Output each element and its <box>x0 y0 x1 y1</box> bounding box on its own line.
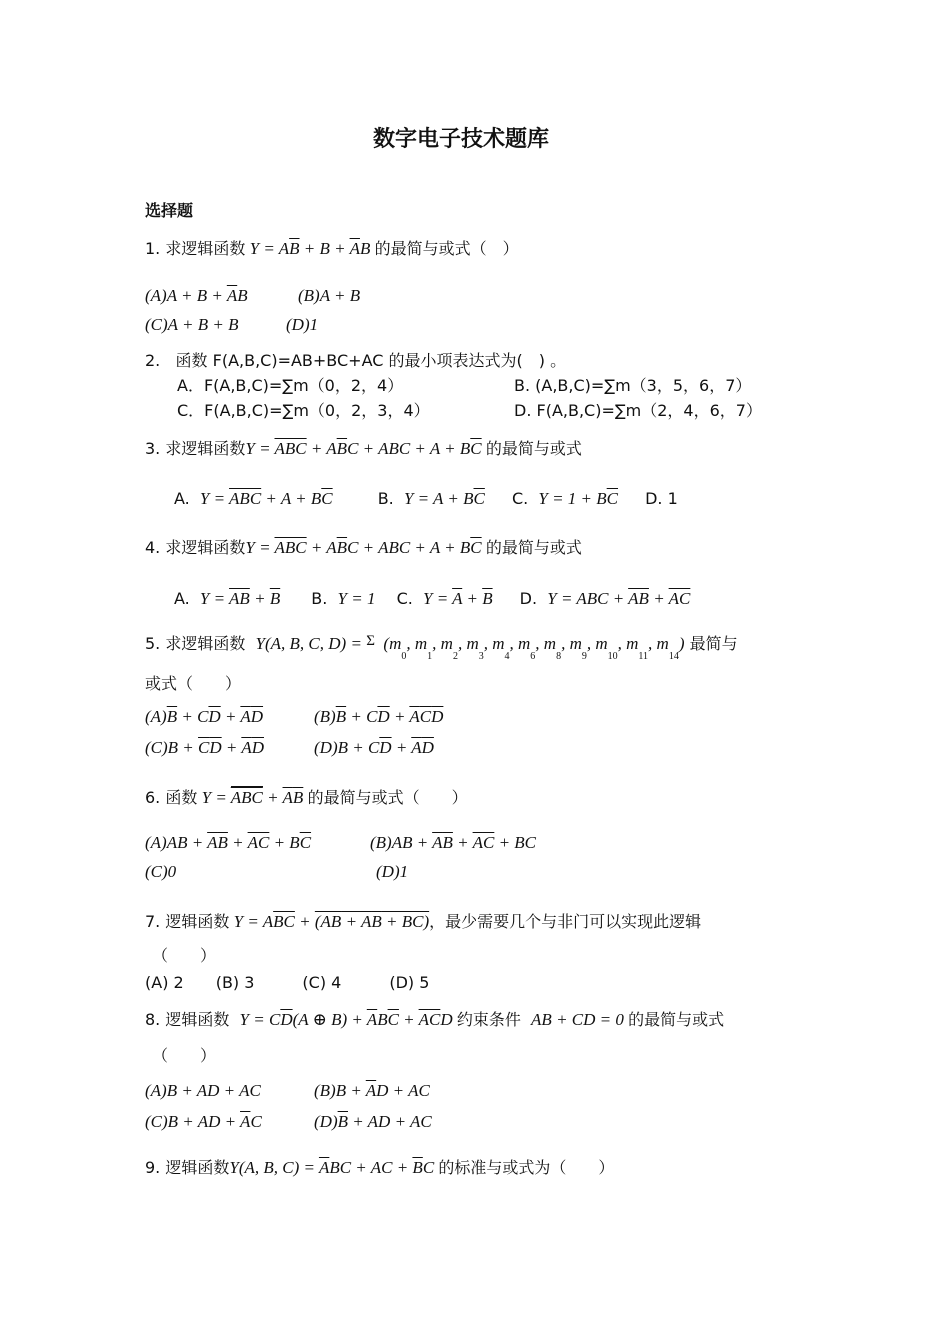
section-heading: 选择题 <box>145 201 194 220</box>
question-text: 的最简与或式 <box>485 439 582 458</box>
question-text: 的最简与或式（ ） <box>307 788 468 807</box>
q6-option-c: (C)0 <box>145 862 177 881</box>
question-number: 3. <box>145 439 161 458</box>
q8-option-d: $(D)\overline{B}$ + AD + AC <box>314 1112 432 1131</box>
question-text: 函数 <box>165 788 198 807</box>
q5-option-a: $(A)\overline{B} + C\overline{D} + \overline{A}\overline{D}$ <box>145 707 264 726</box>
q6-option-a: $(A)AB + \overline{A}\overline{B} + \overline{A}\overline{C} + B\overline{C}$ <box>145 833 312 852</box>
question-text: 求逻辑函数 <box>165 239 246 258</box>
q6-option-d: (D)1 <box>376 862 409 881</box>
question-7 <box>145 912 701 932</box>
question-text: 的最简与或式 <box>628 1010 725 1029</box>
equation: $Y = A\overline{B} + B + \overline{A}B$ <box>245 239 375 258</box>
q8-line-2: （ ） <box>152 1046 217 1065</box>
q3-options: A. $Y = \overline{ABC} + A + B\overline{C}$ B. $Y = A + B\overline{C}$ C. $Y = 1 + B\overline{C}$ D. 1 <box>174 489 678 508</box>
question-text: ，最少需要几个与非门可以实现此逻辑 <box>429 912 702 931</box>
question-4 <box>145 538 582 558</box>
q2-option-d: D. F(A,B,C)=∑m（2，4，6，7） <box>514 401 762 420</box>
equation: $Y = A\overline{BC} + (AB$ + AB + BC) <box>229 912 430 931</box>
question-text: 逻辑函数 <box>165 1158 230 1177</box>
question-number: 8. <box>145 1010 161 1029</box>
option-label: C. <box>511 489 529 508</box>
equation: $Y = \overline{ABC} + A\overline{B}C$ + ABC + $A + B\overline{C}$ <box>245 439 482 458</box>
question-number: 1. <box>145 239 161 258</box>
question-text: 的最简与或式（ ） <box>374 239 519 258</box>
q8-option-c: (C)B + AD + $\overline{A}C$ <box>145 1112 262 1131</box>
equation: Y(A, B, C, D) = Σ ($m_0$, $m_1$, $m_2$, $m_3$, $m_4$, $m_6$, $m_8$, $m_9$, $m_{10}$, $m_{11}$, $m_{14}$) <box>255 633 685 662</box>
q2-option-b: B. (A,B,C)=∑m（3，5，6，7） <box>514 376 752 395</box>
q4-options: A. $Y = \overline{AB} + \overline{B}$ B. Y = 1 C. $Y = \overline{A} + \overline{B}$ D. Y = ABC + $\overline{AB} + \overline{AC}$ <box>174 589 691 608</box>
q8-option-a: (A)B + AD + AC <box>145 1081 261 1100</box>
q2-option-c: C．F(A,B,C)=∑m（0，2，3，4） <box>177 401 430 420</box>
equation: $Y = C\overline{D}(A$ ⊕ $B) + \overline{A}B\overline{C} + \overline{A}\overline{C}D$ <box>239 1010 457 1029</box>
question-text: 约束条件 <box>456 1010 521 1029</box>
question-text: 逻辑函数 <box>165 1010 230 1029</box>
question-5 <box>145 633 738 662</box>
option-label: C. <box>396 589 413 608</box>
option-label: B. <box>377 489 394 508</box>
option-label: A. <box>174 489 190 508</box>
question-text: 最简与 <box>689 634 738 653</box>
question-6 <box>145 788 468 808</box>
q1-option-c: (C)A + B + B <box>145 315 239 334</box>
question-text: 的标准与或式为（ ） <box>438 1158 615 1177</box>
q5-option-d: $(D)B + C\overline{D} + \overline{A}\overline{D}$ <box>314 738 434 757</box>
question-number: 2. <box>145 351 161 370</box>
q1-option-a: $(A)A + B + \overline{A}B$ <box>145 286 248 305</box>
option-label: A. <box>174 589 190 608</box>
equation: $Y = \overline{ABC} + A\overline{B}C$ + ABC + $A + B\overline{C}$ <box>245 538 482 557</box>
question-2 <box>145 351 566 371</box>
option-label: D. 1 <box>645 489 678 508</box>
option-label: B. <box>311 589 328 608</box>
question-number: 9. <box>145 1158 161 1177</box>
question-text: 求逻辑函数 <box>165 538 246 557</box>
q1-option-b: (B)A + B <box>298 286 361 305</box>
question-8 <box>145 1010 724 1030</box>
q2-option-a: A．F(A,B,C)=∑m（0，2，4） <box>177 376 404 395</box>
question-9 <box>145 1158 614 1178</box>
question-text: 的最简与或式 <box>485 538 582 557</box>
q1-option-d: (D)1 <box>286 315 319 334</box>
question-number: 5. <box>145 634 161 653</box>
q5-line-2: 或式（ ） <box>145 674 242 693</box>
question-number: 4. <box>145 538 161 557</box>
question-number: 6. <box>145 788 161 807</box>
question-number: 7. <box>145 912 161 931</box>
q7-line-2: （ ） <box>152 946 217 965</box>
question-text: 函数 F(A,B,C)=AB+BC+AC 的最小项表达式为( ) 。 <box>175 351 567 370</box>
question-3 <box>145 439 582 459</box>
q7-options: (A) 2 (B) 3 (C) 4 (D) 5 <box>145 973 430 992</box>
option-label: D. <box>519 589 538 608</box>
equation: Y(A, B, $C) = \overline{A}BC$ + AC + $\overline{B}C$ <box>229 1158 439 1177</box>
page-title: 数字电子技术题库 <box>373 127 550 152</box>
question-text: 逻辑函数 <box>165 912 230 931</box>
equation: $Y = \overline{ABC} + \overline{A}\overline{B}$ <box>197 788 304 807</box>
q8-option-b: $(B)B + \overline{A}D$ + AC <box>314 1081 430 1100</box>
q6-option-b: $(B)AB + \overline{A}\overline{B} + \overline{A}\overline{C}$ + BC <box>370 833 537 852</box>
q5-option-b: $(B)\overline{B} + C\overline{D} + \overline{A}\overline{C}\overline{D}$ <box>314 707 444 726</box>
constraint: AB + CD = 0 <box>531 1010 629 1029</box>
question-text: 求逻辑函数 <box>165 634 246 653</box>
question-1 <box>145 239 519 259</box>
question-text: 求逻辑函数 <box>165 439 246 458</box>
q5-option-c: $(C)B + \overline{C}\overline{D} + \overline{A}\overline{D}$ <box>145 738 264 757</box>
